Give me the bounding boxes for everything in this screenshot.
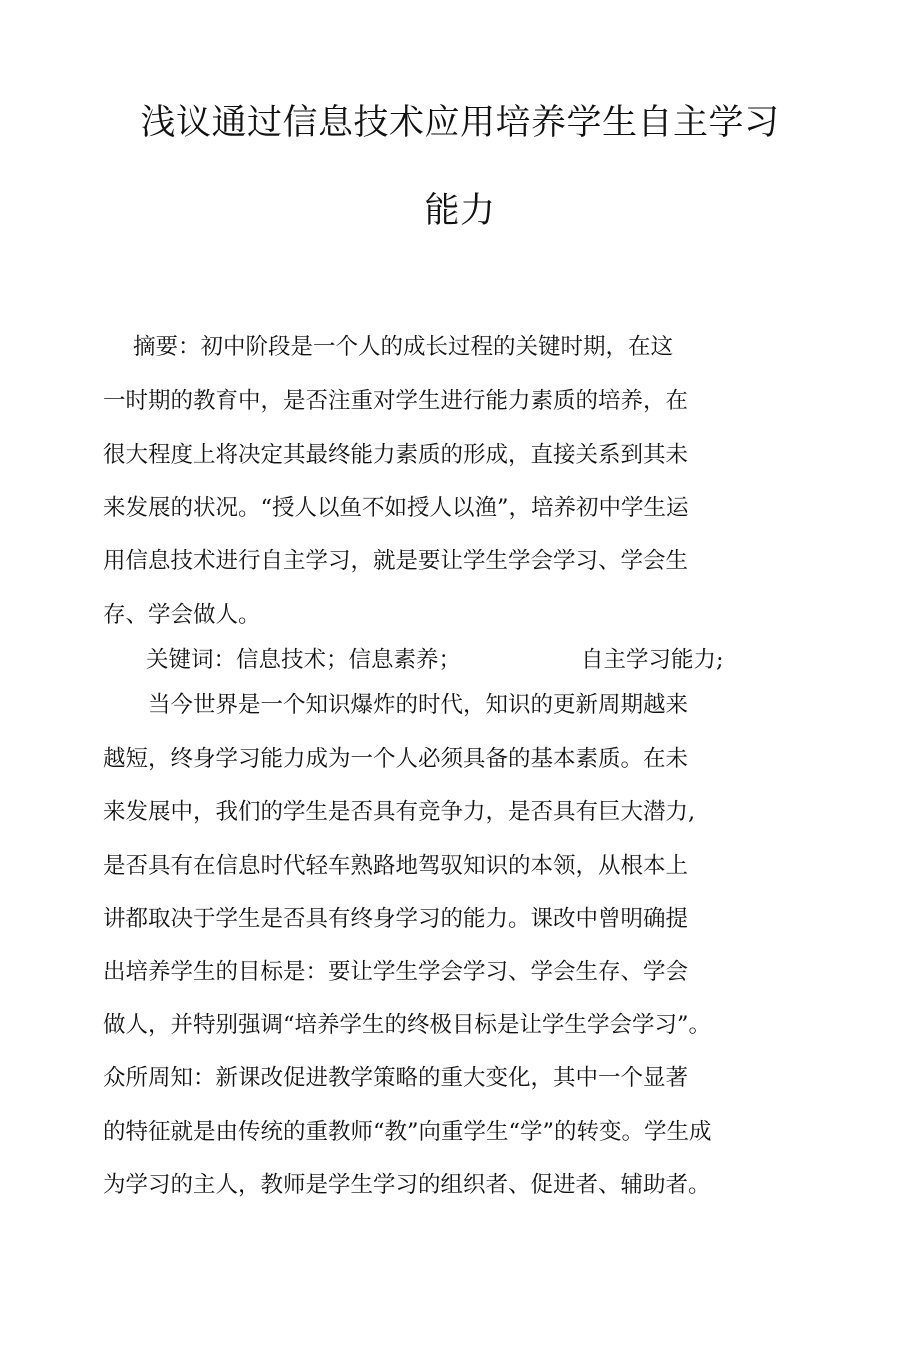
body-line: 做人，并特别强调“培养学生的终极目标是让学生学会学习”。 [103,1012,712,1038]
body-line: 越短，终身学习能力成为一个人必须具备的基本素质。在未 [103,746,689,772]
body-line: 为学习的主人，教师是学生学习的组织者、促进者、辅助者。 [103,1172,711,1198]
abstract-line: 来发展的状况。“授人以鱼不如授人以渔”，培养初中学生运 [103,495,689,521]
title-line-1: 浅议通过信息技术应用培养学生自主学习 [140,103,780,143]
body-line: 的特征就是由传统的重教师“教”向重学生“学”的转变。学生成 [103,1119,712,1145]
body-line: 讲都取决于学生是否具有终身学习的能力。课改中曾明确提 [103,906,689,932]
keywords-label: 关键词：信息技术；信息素养； [146,647,462,673]
keywords-line [146,645,724,675]
body-line: 当今世界是一个知识爆炸的时代，知识的更新周期越来 [148,692,689,718]
abstract-line: 一时期的教育中，是否注重对学生进行能力素质的培养，在 [103,388,689,414]
body-line: 是否具有在信息时代轻车熟路地驾驭知识的本领，从根本上 [103,853,689,879]
title-line-2: 能力 [424,191,496,231]
body-line: 来发展中，我们的学生是否具有竞争力，是否具有巨大潜力, [103,799,696,825]
body-line: 出培养学生的目标是：要让学生学会学习、学会生存、学会 [103,959,689,985]
abstract-line: 很大程度上将决定其最终能力素质的形成，直接关系到其未 [103,442,689,468]
abstract-line: 存、学会做人。 [103,602,261,628]
keywords-extra: 自主学习能力; [581,647,724,673]
body-line: 众所周知：新课改促进教学策略的重大变化，其中一个显著 [103,1065,689,1091]
abstract-line: 用信息技术进行自主学习，就是要让学生学会学习、学会生 [103,548,689,574]
abstract-line: 摘要：初中阶段是一个人的成长过程的关键时期，在这 [133,334,674,360]
